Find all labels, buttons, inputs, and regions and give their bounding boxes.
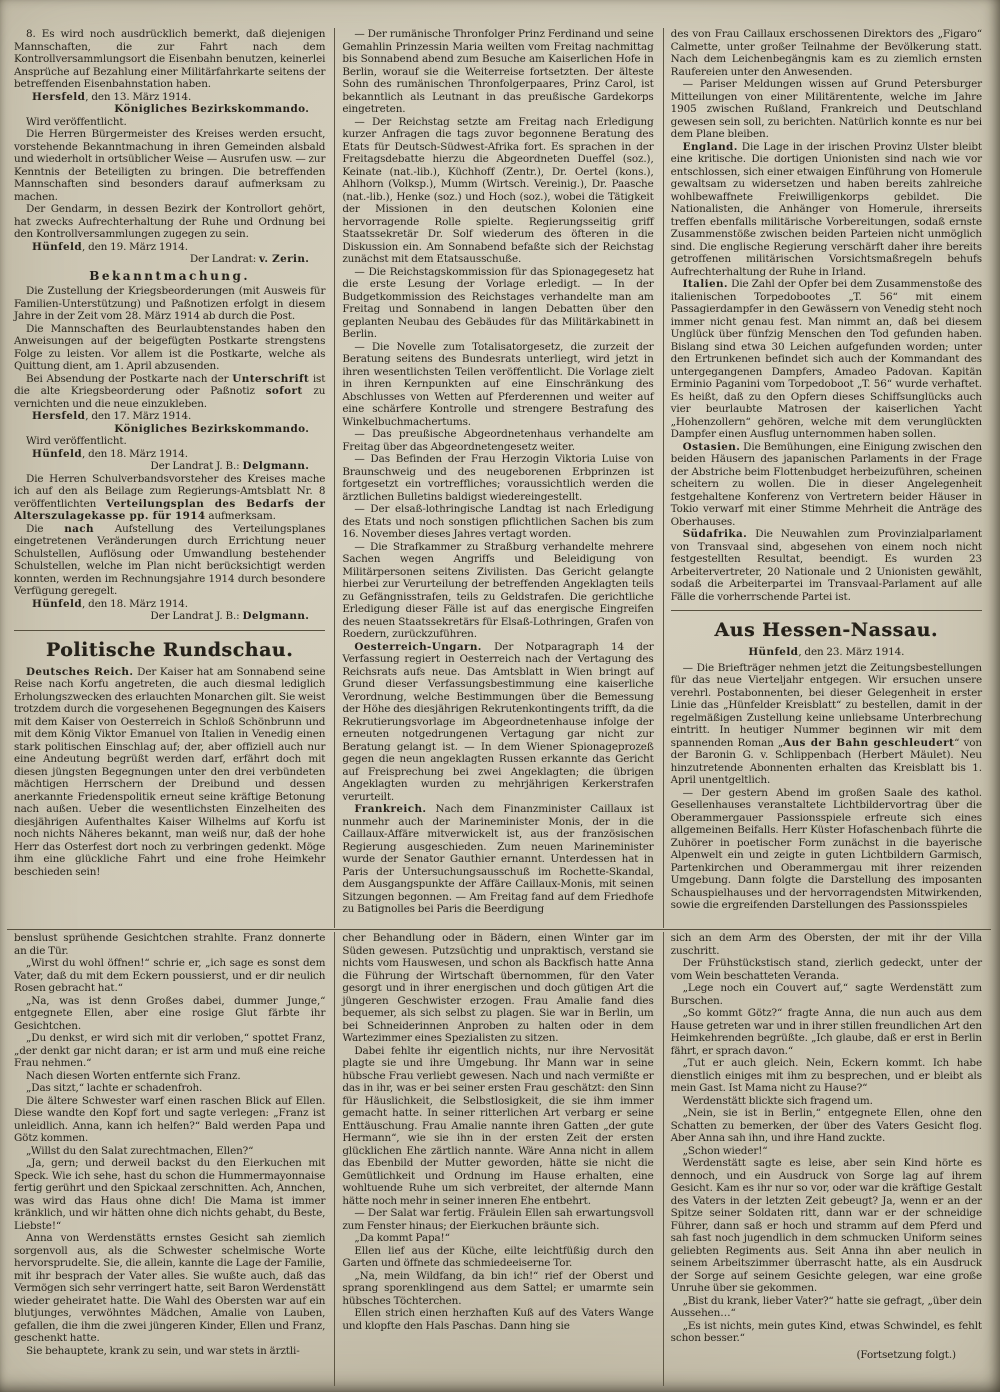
feuilleton-section	[7, 932, 991, 1386]
body-paragraph: „Ja, gern; und derweil backst du den Eierkuchen mit Speck. Wie ich sehe, hast du schon die Hummermayonnaise fertig gerührt und den Spickaal zerschnitten. Ach, Annchen, was wird das Haus ohne dich! Die Mama ist immer kränklich, und wir hätten ohne dich nichts gehabt, du Beste, Liebste!“	[14, 1157, 326, 1232]
body-paragraph: „Willst du den Salat zurechtmachen, Ellen?“	[26, 1144, 254, 1157]
body-paragraph: „Na, mein Wildfang, da bin ich!“ rief der Oberst und sprang sporenklingend aus dem Sattel; er umarmte sein hübsches Töchterchen.	[342, 1269, 654, 1307]
body-paragraph: Der Gendarm, in dessen Bezirk der Kontrollort gehört, hat zwecks Aufrechterhaltung der Ruhe und Ordnung bei den Kontrollversammlungen zugegen zu sein.	[14, 203, 326, 240]
body-paragraph: Ellen strich einen herzhaften Kuß auf des Vaters Wange und klopfte den Hals Paschas. Dann hing sie	[342, 1307, 654, 1332]
body-paragraph: Frankreich. Nach dem Finanzminister Caillaux ist nunmehr auch der Marineminister Monis, der in die Caillaux-Affäre mitverwickelt ist, aus der französischen Regierung ausgeschieden. Zum neuen Marineminister wurde der Senator Gauthier ernannt. Unterdessen hat in Paris der Untersuchungsausschuß im Rochette-Skandal, dem Ausgangspunkte der Affäre Caillaux-Monis, mit seinen Sitzungen begonnen. — Am Freitag fand auf dem Friedhofe zu Batignolles bei Paris die Beerdigung	[342, 803, 654, 915]
body-paragraph: „Es ist nichts, mein gutes Kind, etwas Schwindel, es fehlt schon besser.“	[670, 1319, 982, 1344]
news-column-3	[663, 28, 991, 928]
signature: Der Landrat J. B.: Delgmann.	[150, 610, 310, 622]
body-paragraph: — Der gestern Abend im großen Saale des kathol. Gesellenhauses veranstaltete Lichtbildervortrag über die Oberammergauer Passionsspiele erfreute sich eines allgemeinen Beifalls. Herr Küster Hofaschenbach führte die Zuhörer in poetischer Form zunächst in die bayerische Alpenwelt ein und zeigte in guten Lichtbildern Garmisch, Partenkirchen und Oberammergau mit ihrer reizenden Umgebung. Dann folgte die Darstellung des imposanten Schauspielhauses und der hervorragendsten Mitwirkenden, sowie die ergreifenden Darstellungen des Passionsspieles	[670, 786, 982, 911]
body-paragraph: Südafrika. Die Neuwahlen zum Provinzialparlament von Transvaal sind, abgesehen von einem noch nicht festgestellten Resultat, beendigt. Es wurden 23 Arbeitervertreter, 20 Nationale und 2 Unionisten gewählt, sodaß die Arbeiterpartei im Transvaal-Parlament auf alle Fälle die vorherrschende Partei ist.	[670, 528, 982, 603]
dateline: Hersfeld, den 13. März 1914.	[32, 90, 192, 103]
news-column-1	[7, 28, 334, 928]
page-content	[7, 28, 991, 1386]
body-paragraph: — Die Strafkammer zu Straßburg verhandelte mehrere Sachen wegen Angriffs und Beleidigung von Militärpersonen seitens Zivilisten. Das Gericht gelangte hierbei zur Verurteilung der betreffenden Angeklagten teils zu Gefängnisstrafen, teils zu Geldstrafen. Die gerichtliche Erledigung dieser Fälle ist auf das energische Eingreifen des neuen Staatssekretärs für Elsaß-Lothringen, Grafen von Roedern, zurückzuführen.	[342, 540, 654, 640]
body-paragraph: — Der Reichstag setzte am Freitag nach Erledigung kurzer Anfragen die tags zuvor begonnene Beratung des Etats für Deutsch-Südwest-Afrika fort. Es sprachen in der Freitagsdebatte hierzu die Abgeordneten Dueffel (soz.), Keinate (nat.-lib.), Küchhoff (Zentr.), Dr. Oertel (kons.), Ahlhorn (Volksp.), Mumm (Wirtsch. Vereinig.), Dr. Paasche (nat.-lib.), Henke (soz.) und Hoch (soz.), wobei die Tätigkeit der Missionen in den deutschen Kolonien eine hervorragende Rolle spielte. Regierungsseitig griff Staatssekretär Dr. Solf wiederum des öfteren in die Diskussion ein. Am Sonnabend befaßte sich der Reichstag zunächst mit dem Etatsausschuße.	[342, 115, 654, 265]
dateline: Hersfeld, den 17. März 1914.	[32, 410, 192, 422]
body-paragraph: „Schon wieder!“	[682, 1144, 768, 1157]
continued-paragraph: sich an dem Arm des Obersten, der mit ihr der Villa zuschritt.	[670, 932, 982, 957]
body-paragraph: „Bist du krank, lieber Vater?“ hatte sie gefragt, „über dein Aussehen…“	[670, 1294, 982, 1319]
body-paragraph: „Du denkst, er wird sich mit dir verloben,“ spottet Franz, „der denkt gar nicht daran; er ist arm und muß eine reiche Frau nehmen.“	[14, 1032, 326, 1069]
body-paragraph: „Wirst du wohl öffnen!“ schrie er, „ich sage es sonst dem Vater, daß du mit dem Eckern poussierst, und er dir neulich Rosen gebracht hat.“	[14, 957, 326, 994]
signature: Der Landrat J. B.: Delgmann.	[150, 460, 310, 472]
body-paragraph: Wird veröffentlicht.	[26, 435, 127, 447]
body-paragraph: — Pariser Meldungen wissen auf Grund Petersburger Mitteilungen von einer Militärentente, welche im Jahre 1905 zwischen Rußland, Frankreich und Deutschland gewesen sein soll, zu berichten. Natürlich konnte es nur bei dem Plane bleiben.	[670, 78, 982, 140]
body-paragraph: Bei Absendung der Postkarte nach der Unterschrift ist die alte Kriegsbeorderung oder Paßnotiz sofort zu vernichten und die neue einzukleben.	[14, 372, 326, 410]
dateline: Hünfeld, den 18. März 1914.	[32, 447, 188, 460]
body-paragraph: Die nach Aufstellung des Verteilungsplanes eingetretenen Veränderungen durch Errichtung neuer Schulstellen, Auflösung oder Umwandlung bestehender Schulstellen, welche im Plan nicht berücksichtigt werden konnten, werden im Rechnungsjahre 1914 durch besondere Verfügung geregelt.	[14, 522, 326, 597]
section-dateline: Hünfeld, den 23. März 1914.	[748, 646, 905, 658]
body-paragraph: Die ältere Schwester warf einen raschen Blick auf Ellen. Diese wandte den Kopf fort und sagte verlegen: „Franz ist unleidlich. Anna, kann ich helfen?“ Bald werden Papa und Götz kommen.	[14, 1094, 326, 1144]
feuilleton-column-1	[7, 932, 334, 1386]
body-paragraph: Nach diesen Worten entfernte sich Franz.	[26, 1069, 241, 1082]
body-paragraph: — Die Reichstagskommission für das Spionagegesetz hat die erste Lesung der Vorlage erledigt. — In der Budgetkommission des Reichstages verhandelte man am Freitag und Sonnabend in langen Debatten über den geplanten Neubau des Gebäudes für das Militärkabinett in Berlin.	[342, 265, 654, 340]
body-paragraph: „So kommt Götz?“ fragte Anna, die nun auch aus dem Hause getreten war und in ihrer stillen freundlichen Art den Heimkehrenden begrüßte. „Ich glaube, daß er erst in Berlin fährt, er sprach davon.“	[670, 1007, 982, 1057]
body-paragraph: — Die Novelle zum Totalisatorgesetz, die zurzeit der Beratung seitens des Bundesrats unterliegt, wird jetzt in ihren wesentlichsten Teilen veröffentlicht. Die Vorlage zielt in ihren Kernpunkten auf eine Einschränkung des Abschlusses von Wetten auf Pferderennen und weiter auf eine schärfere Kontrolle und strengere Bestrafung des Winkelbuchmachertums.	[342, 340, 654, 428]
body-paragraph: Anna von Werdenstätts ernstes Gesicht sah ziemlich sorgenvoll aus, als die Schwester schelmische Worte hervorsprudelte. Sie, die allein, kannte die Lage der Familie, mit ihr besprach der Vater alles. Sie wußte auch, daß das Vermögen sich sehr verringert hatte, seit Baron Werdenstätt wieder geheiratet hatte. Die Wahl des Obersten war auf ein blutjunges, verwöhntes Mädchen, Amalie von Lauben, gefallen, die ihm die zwei jüngeren Kinder, Ellen und Franz, geschenkt hatte.	[14, 1232, 326, 1344]
signature: Königliches Bezirkskommando.	[114, 422, 310, 435]
section-divider-rule	[7, 929, 991, 930]
body-paragraph: „Das sitzt,“ lachte er schadenfroh.	[26, 1082, 203, 1094]
body-paragraph: Der Frühstückstisch stand, zierlich gedeckt, unter der vom Wein beschatteten Veranda.	[670, 957, 982, 982]
body-paragraph: Italien. Die Zahl der Opfer bei dem Zusammenstoße des italienischen Torpedobootes „T. 56“ mit einem Passagierdampfer in den Gewässern von Venedig steht noch immer nicht genau fest. Man nimmt an, daß bei diesem Unglück über fünfzig Menschen den Tod gefunden haben. Bislang sind etwa 30 Leichen aufgefunden worden; unter den Ertrunkenen befindet sich auch der Kommandant des untergegangenen Dampfers, Amadeo Padovan. Kapitän Erminio Paganini vom Torpedoboot „T. 56“ wurde verhaftet. Es heißt, daß zu den Opfern dieses Schiffsunglücks auch vier beurlaubte Matrosen der kaiserlichen Yacht „Hohenzollern“ gehören, welche mit dem verunglückten Dampfer einen Ausflug unternommen haben sollen.	[670, 278, 982, 440]
body-paragraph: „Tut er auch gleich. Nein, Eckern kommt. Ich habe dienstlich einiges mit ihm zu besprechen, und er bleibt als mein Gast. Ist Mama nicht zu Hause?“	[670, 1057, 982, 1094]
body-paragraph: Die Herren Schulverbandsvorsteher des Kreises mache ich auf den als Beilage zum Regierungs-Amtsblatt Nr. 8 veröffentlichten Verteilungsplan des Bedarfs der Alterszulagekasse pp. für 1914 aufmerksam.	[14, 472, 326, 522]
signature: Königliches Bezirkskommando.	[114, 103, 310, 115]
notice-heading: Bekanntmachung.	[89, 268, 251, 283]
feuilleton-column-3	[663, 932, 991, 1386]
continued-paragraph: des von Frau Caillaux erschossenen Direktors des „Figaro“ Calmette, unter großer Teilnahme der Bevölkerung statt. Nach dem Leichenbegängnis kam es zu ziemlich ernsten Raufereien unter den Anwesenden.	[670, 28, 982, 78]
section-title-politische-rundschau: Politische Rundschau.	[14, 630, 325, 661]
body-paragraph: Werdenstätt sagte es leise, aber sein Kind hörte es dennoch, und ein Ausdruck von Sorge lag auf ihrem Gesicht. Kam es ihr nur so vor, oder war die kräftige Gestalt des Vaters in der letzten Zeit gebeugt? Ja, wenn er an der Spitze seiner Soldaten ritt, dann war er der schneidige Führer, dann saß er hoch und stramm auf dem Pferd und sah fast noch jugendlich in dem schmucken Uniform seines geliebten Regiments aus. Seit Anna ihn aber neulich in seinem Arbeitszimmer überrascht hatte, als ein Ausdruck der Sorge auf seinem Gesichte gelegen, war eine große Unruhe über sie gekommen.	[670, 1157, 982, 1294]
body-paragraph: Werdenstätt blickte sich fragend um.	[682, 1094, 873, 1107]
continued-paragraph: cher Behandlung oder in Bädern, einen Winter gar im Süden gewesen. Putzsüchtig und unpraktisch, verstand sie nichts vom Hauswesen, und schon als Backfisch hatte Anna die Führung der Wirtschaft übernommen, für den Vater gesorgt und in ihrer energischen und doch gütigen Art die jüngeren Geschwister erzogen. Frau Amalie fand dies bequemer, als sich selbst zu plagen. Sie war in Berlin, um bei Schneiderinnen Anproben zu halten oder in dem Wartezimmer eines Spezialisten zu sitzen.	[342, 932, 654, 1044]
body-paragraph: Dabei fehlte ihr eigentlich nichts, nur ihre Nervosität plagte sie und ihre Umgebung. Ihr Mann war in seine hübsche Frau verliebt gewesen. Nach und nach vermißte er das in ihr, was er bei seiner ersten Frau geschätzt: den Sinn für Häuslichkeit, die Selbstlosigkeit, die sie ihm immer gemacht hatte. In seiner ritterlichen Art verbarg er seine Enttäuschung. Frau Amalie nannte ihren Gatten „der gute Hermann“, wie sie ihn in der ersten Zeit der ersten glücklichen Ehe zärtlich nannte. Wäre Anna nicht in allem das Ebenbild der Mutter geworden, hätte sie nicht die Gemütlichkeit und Ordnung im Hause erhalten, eine wohltuende Ruhe um sich verbreitet, der alternde Mann hätte noch mehr in seiner inneren Ehe entbehrt.	[342, 1044, 654, 1207]
body-paragraph: — Das preußische Abgeordnetenhaus verhandelte am Freitag über das Abgeordnetengesetz weiter.	[342, 428, 654, 453]
body-paragraph: — Der Salat war fertig. Fräulein Ellen sah erwartungsvoll zum Fenster hinaus; der Eierkuchen bräunte sich.	[342, 1207, 654, 1232]
continued-paragraph: benslust sprühende Gesichtchen strahlte. Franz donnerte an die Tür.	[14, 932, 326, 957]
body-paragraph: Wird veröffentlicht.	[26, 115, 127, 128]
body-paragraph: — Die Briefträger nehmen jetzt die Zeitungsbestellungen für das neue Vierteljahr entgegen. Wir ersuchen unsere verehrl. Postabonnenten, bei dieser Gelegenheit in erster Linie das „Hünfelder Kreisblatt“ zu bestellen, damit in der regelmäßigen Zustellung keine unliebsame Unterbrechung eintritt. In heutiger Nummer beginnen wir mit dem spannenden Roman „Aus der Bahn geschleudert“ von der Baronin G. v. Schlippenbach (Herbert Mäulet). Neu hinzutretende Abonnenten erhalten das Kreisblatt bis 1. April unentgeltlich.	[670, 661, 982, 786]
body-paragraph: Oesterreich-Ungarn. Der Notparagraph 14 der Verfassung regiert in Oesterreich nach der Vertagung des Reichsrats aufs neue. Das Amtsblatt in Wien bringt auf Grund dieser Verfassungsbestimmung eine kaiserliche Verordnung, welche Bestimmungen über die Bemessung der Höhe des diesjährigen Rekrutenkontingents trifft, da die Rekrutierungsvorlage im Abgeordnetenhause infolge der erneuten notgedrungenen Vertagung gar nicht zur Beratung gelangt ist. — In dem Wiener Spionageprozeß gegen die neun angeklagten Russen erkannte das Gericht auf Freisprechung bei zwei Angeklagten; die übrigen Angeklagten wurden zu mehrjährigen Kerkerstrafen verurteilt.	[342, 640, 654, 803]
body-paragraph: Die Mannschaften des Beurlaubtenstandes haben den Anweisungen auf der beigefügten Postkarte strengstens Folge zu leisten. Vor allem ist die Postkarte, welche als Quittung dient, am 1. April abzusenden.	[14, 322, 326, 372]
body-paragraph: „Na, was ist denn Großes dabei, dummer Junge,“ entgegnete Ellen, aber eine rosige Glut färbte ihr Gesichtchen.	[14, 994, 326, 1032]
body-paragraph: „Lege noch ein Couvert auf,“ sagte Werdenstätt zum Burschen.	[670, 982, 982, 1007]
body-paragraph: Die Herren Bürgermeister des Kreises werden ersucht, vorstehende Bekanntmachung in ihren Gemeinden alsbald und wiederholt in ortsüblicher Weise — Ausrufen usw. — zur Kenntnis der Beteiligten zu bringen. Die betreffenden Mannschaften sind besonders darauf aufmerksam zu machen.	[14, 128, 326, 203]
body-paragraph: Sie behauptete, krank zu sein, und war stets in ärztli-	[26, 1344, 300, 1357]
body-paragraph: „Da kommt Papa!“	[354, 1232, 450, 1244]
body-paragraph: Ostasien. Die Bemühungen, eine Einigung zwischen den beiden Häusern des japanischen Parlaments in der Frage der Abstriche beim Flottenbudget herbeizuführen, scheinen scheitern zu wollen. Die in dieser Angelegenheit festgehaltene Konferenz von Vertretern beider Häuser in Tokio verwarf mit einer Stimme Mehrheit die Anträge des Oberhauses.	[670, 440, 982, 528]
continuation-notice: (Fortsetzung folgt.)	[856, 1348, 956, 1361]
body-paragraph: Ellen lief aus der Küche, eilte leichtfüßig durch den Garten und öffnete das schmiedeeiserne Tor.	[342, 1244, 654, 1269]
body-paragraph: — Der elsaß-lothringische Landtag ist nach Erledigung des Etats und noch sonstigen pflichtlichen Sachen bis zum 16. November dieses Jahres vertagt worden.	[342, 503, 654, 540]
body-paragraph: — Der rumänische Thronfolger Prinz Ferdinand und seine Gemahlin Prinzessin Maria weilten vom Freitag nachmittag bis Sonnabend abend zum Besuche am Kaiserlichen Hofe in Berlin, worauf sie die Weiterreise fortsetzten. Der älteste Sohn des rumänischen Thronfolgerpaares, Prinz Carol, ist bekanntlich als Leutnant in das preußische Gardekorps eingetreten.	[342, 28, 654, 115]
dateline: Hünfeld, den 19. März 1914.	[32, 240, 188, 253]
official-notice-item-8: 8. Es wird noch ausdrücklich bemerkt, daß diejenigen Mannschaften, die zur Fahrt nach dem Kontrollversammlungsort die Eisenbahn benutzen, keinerlei Ansprüche auf Bezahlung einer Militärfahrkarte seitens der betreffenden Eisenbahnstation haben.	[14, 28, 326, 90]
body-paragraph: England. Die Lage in der irischen Provinz Ulster bleibt eine kritische. Die dortigen Unionisten sind nach wie vor entschlossen, sich einer etwaigen Einführung von Homerule gewaltsam zu widersetzen und haben bereits zahlreiche wohlbewaffnete Freiwilligenkorps gebildet. Die Nationalisten, die Anhänger von Homerule, ihrerseits treffen ebenfalls militärische Vorbereitungen, sodaß ernste Zusammenstöße zwischen beiden Parteien nicht unmöglich sind. Die englische Regierung verschärft daher ihre bereits getroffenen militärischen Vorsichtsmaßregeln behufs Aufrechterhaltung der Ruhe in Irland.	[670, 140, 982, 278]
news-column-2	[334, 28, 662, 928]
body-paragraph: — Das Befinden der Frau Herzogin Viktoria Luise von Braunschweig und des neugeborenen Erbprinzen ist fortgesetzt ein vortreffliches; voraussichtlich werden die ärztlichen Bulletins baldigst wiedereingestellt.	[342, 453, 654, 503]
news-section	[7, 28, 991, 928]
body-paragraph: Deutsches Reich. Der Kaiser hat am Sonnabend seine Reise nach Korfu angetreten, die auch diesmal lediglich Erholungszwecken des erlauchten Monarchen gilt. Sie weist trotzdem durch die vorgesehenen Begegnungen des Kaisers mit dem Kaiser von Oesterreich in Schloß Schönbrunn und mit dem König Viktor Emanuel von Italien in Venedig einen stark politischen Einschlag auf; der, aber offiziell auch nur eine Andeutung begrüßt werden darf, erfährt doch mit diesen jüngsten Begegnungen unter den drei verbündeten mächtigen Herrschern der Dreibund und dessen anerkannte Friedenspolitik erneut seine kräftige Betonung nach außen. Ueber die wesentlichsten Einzelheiten des diesjährigen Aufenthaltes Kaiser Wilhelms auf Korfu ist noch nichts Näheres bekannt, man weiß nur, daß der hohe Herr das Osterfest dort noch zu verbringen gedenkt. Möge ihm eine glückliche Fahrt und eine frohe Heimkehr beschieden sein!	[14, 665, 326, 878]
body-paragraph: Die Zustellung der Kriegsbeorderungen (mit Ausweis für Familien-Unterstützung) und Paßnotizen erfolgt in diesem Jahre in der Zeit vom 28. März 1914 ab durch die Post.	[14, 285, 326, 322]
section-title-hessen-nassau: Aus Hessen-Nassau.	[671, 610, 982, 641]
signature: Der Landrat: v. Zerin.	[189, 253, 310, 265]
dateline: Hünfeld, den 18. März 1914.	[32, 597, 188, 610]
feuilleton-column-2	[334, 932, 662, 1386]
body-paragraph: „Nein, sie ist in Berlin,“ entgegnete Ellen, ohne den Schatten zu bemerken, der über des Vaters Gesicht flog. Aber Anna sah ihn, und ihre Hand zuckte.	[670, 1107, 982, 1144]
